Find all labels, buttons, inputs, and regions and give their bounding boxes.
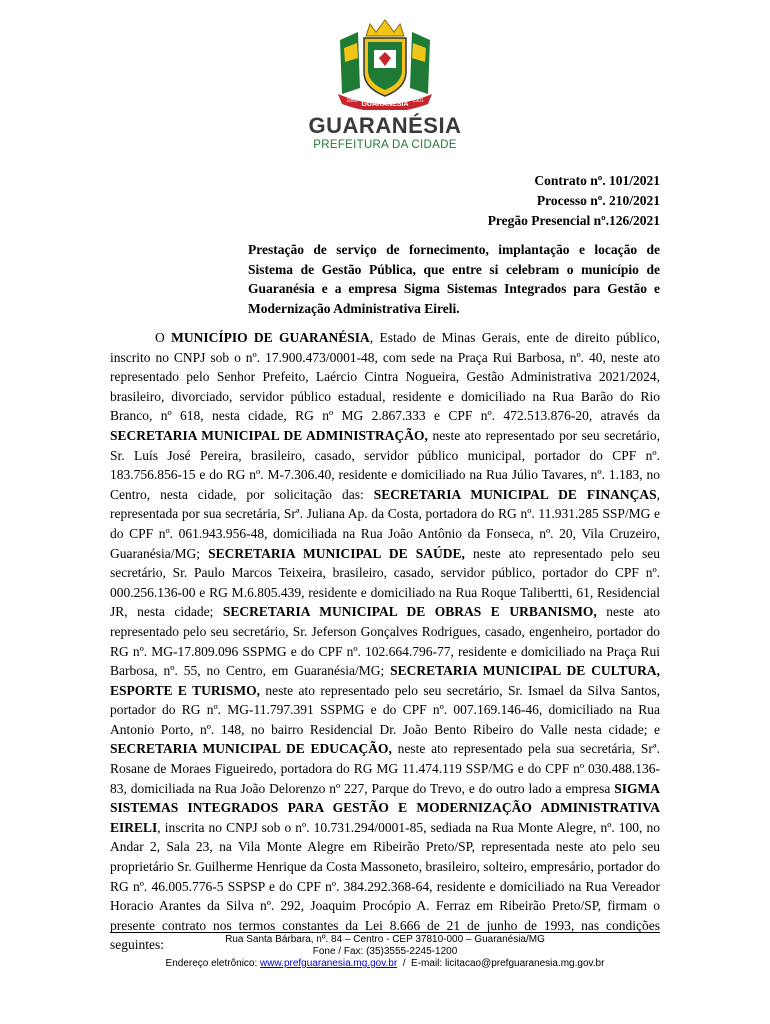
footer-email-label: / E-mail: [397,958,445,969]
body-text: neste ato representado pelo seu secretário, Sr. Paulo Marcos Teixeira, brasileiro, casado, servidor público, portador do CPF nº. 000.256.136-00 e RG M.6.805.439, residente e domiciliado na Rua Roque Talibertti, 61, Residencial JR, nesta cidade; [110,545,660,620]
body-text: , Estado de Minas Gerais, ente de direito público, inscrito no CNPJ sob o nº. 17.900.473/0001-48, com sede na Praça Rui Barbosa, nº. 40, neste ato representado pelo Senhor Prefeito, Laércio Cintra Nogueira, Gestão Administrativa 2021/2024, brasileiro, divorciado, servidor público estadual, residente e domiciliado na Rua Barão do Rio Branco, nº 618, nesta cidade, RG nº MG 2.867.333 e CPF nº. 472.513.876-20, através da [110,330,661,424]
body-bold: SECRETARIA MUNICIPAL DE OBRAS E URBANISMO, [222,604,597,620]
footer-contacts [60,958,710,970]
body-bold: SECRETARIA MUNICIPAL DE FINANÇAS [373,486,657,502]
body-bold: SECRETARIA MUNICIPAL DE ADMINISTRAÇÃO, [110,427,428,443]
body-text: O [155,330,172,345]
body-text: neste ato representado pelo seu secretário, Sr. Ismael da Silva Santos, portador do RG nº. MG-11.797.391 SSPMG e do CPF nº. 007.169.146-46, domiciliado na Rua Antonio Porto, nº. 148, no bairro Residencial Dr. João Bento Ribeiro do Valle nesta cidade; e [110,682,661,737]
letterhead [0,18,770,152]
body-bold: MUNICÍPIO DE GUARANÉSIA [171,330,370,345]
body-bold: SECRETARIA MUNICIPAL DE CULTURA, ESPORTE E TURISMO, [110,663,660,698]
auction-number: Pregão Presencial nº.126/2021 [487,213,660,228]
process-number: Processo nº. 210/2021 [536,193,660,208]
city-name: GUARANÉSIA [308,113,462,138]
city-hall-subtitle: PREFEITURA DA CIDADE [313,139,457,151]
footer-divider [110,932,660,933]
footer-phone: Fone / Fax: (35)3555-2245-1200 [312,946,458,957]
ribbon-year-right: 1901 [412,98,424,104]
body-bold: SECRETARIA MUNICIPAL DE SAÚDE, [208,545,465,561]
contract-body [110,328,660,955]
body-text: , inscrita no CNPJ sob o nº. 10.731.294/0001-85, sediada na Rua Monte Alegre, nº. 100, no Andar 2, Sala 23, na Vila Monte Alegre em Ribeirão Preto/SP, representada neste ato pelo seu proprietário Sr. Guilherme Henrique da Costa Massoneto, brasileiro, solteiro, empresário, portador do RG nº. 46.005.776-5 SSPSP e do CPF nº. 384.292.368-64, residente e domiciliado na Rua Vereador Horacio Arantes da Silva nº. 292, Joaquim Procópio A. Ferraz em Ribeirão Preto/SP, firmam o presente contrato nos termos constantes da Lei 8.666 de 21 de junho de 1993, nas condições seguintes: [110,819,660,953]
website-link[interactable]: www.prefguaranesia.mg.gov.br [260,958,398,969]
footer [60,934,710,970]
body-text: , representada por sua secretária, Srª. Juliana Ap. da Costa, portadora do RG nº. 11.931.285 SSP/MG e do CPF nº. 061.943.956-48, domiciliada na Rua João Antônio da Fonseca, nº. 20, Vila Cruzeiro, Guaranésia/MG; [110,486,660,561]
body-bold: SIGMA SISTEMAS INTEGRADOS PARA GESTÃO E MODERNIZAÇÃO ADMINISTRATIVA EIRELI [110,780,660,835]
body-text: neste ato representado por seu secretário, Sr. Luís José Pereira, brasileiro, casado, servidor público municipal, portador do CPF nº. 183.756.856-15 e do RG nº. M-7.306.40, residente e domiciliado na Rua Júlio Tavares, nº. 1.183, no Centro, nesta cidade, por solicitação das: [110,427,660,502]
contract-subject: Prestação de serviço de fornecimento, implantação e locação de Sistema de Gestão Pública, que entre si celebram o município de Guaranésia e a empresa Sigma Sistemas Integrados para Gestão e Modernização Administrativa Eireli. [248,242,660,316]
body-text: neste ato representado pela sua secretária, Srª. Rosane de Moraes Figueiredo, portadora do RG MG 11.474.119 SSP/MG e do CPF nº 030.488.136-83, domiciliada na Rua João Delorenzo nº 227, Parque do Trevo, e do outro lado a empresa [110,741,661,796]
contract-references [488,171,660,231]
footer-site-label: Endereço eletrônico: [165,958,261,969]
body-text: neste ato representado pelo seu secretário, Sr. Jeferson Gonçalves Rodrigues, casado, engenheiro, portador do RG nº. MG-17.809.096 SSPMG e do CPF nº. 102.664.796-77, residente e domiciliado na Praça Rui Barbosa, nº. 55, no Centro, em Guaranésia/MG; [110,604,660,679]
contract-number: Contrato nº. 101/2021 [534,173,660,188]
ribbon-year-left: 1869 [346,98,358,104]
footer-address: Rua Santa Bárbara, nº. 84 – Centro - CEP 37810-000 – Guaranésia/MG [225,934,545,945]
ribbon-text: GUARANÉSIA [361,101,409,108]
coat-of-arms-icon [330,18,440,110]
footer-email: licitacao@prefguaranesia.mg.gov.br [444,958,605,969]
body-bold: SECRETARIA MUNICIPAL DE EDUCAÇÃO, [110,741,392,757]
